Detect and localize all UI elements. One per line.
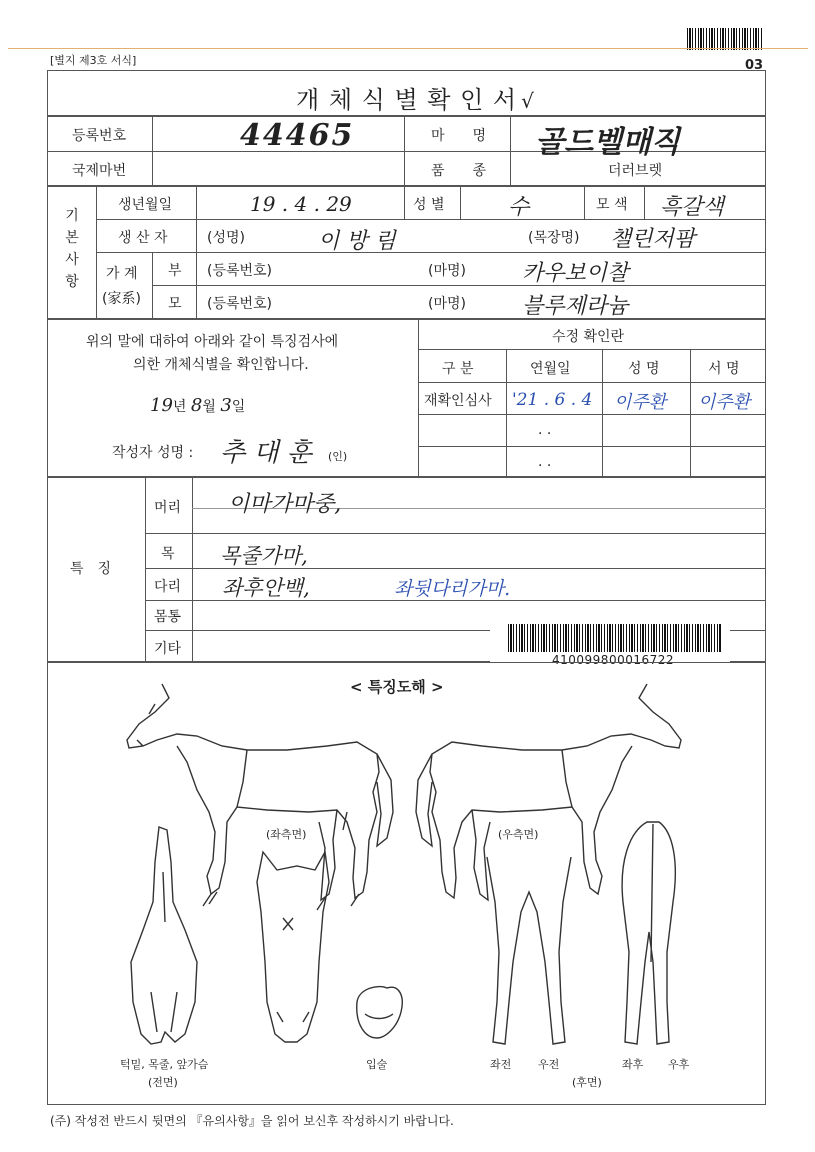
diagram-title: < 특징도해 >: [350, 678, 444, 696]
basic-section-text: 기본사항: [65, 208, 79, 290]
feat-v2: [192, 477, 193, 662]
basic-v-sex: [404, 186, 405, 219]
page-number: 03: [745, 58, 764, 73]
color-label: 모 색: [596, 197, 628, 213]
date-year-unit: 년: [172, 399, 187, 415]
top-barcode: [687, 28, 763, 50]
revision-title: 수정 확인란: [552, 329, 625, 345]
statement-line2: 의한 개체식별을 확인합니다.: [133, 357, 309, 373]
feature-neck-value: 목줄가마,: [220, 544, 308, 568]
producer-name-label: (성명): [207, 230, 245, 246]
intl-no-label: 국제마번: [72, 163, 127, 179]
horse-front-legs: [487, 857, 571, 1044]
dam-name-label: (마명): [428, 296, 466, 312]
form-title: [296, 80, 535, 115]
left-side-label: (좌측면): [266, 828, 307, 841]
horse-lip: [357, 987, 402, 1038]
rev-v2: [602, 349, 603, 477]
birth-label: 생년월일: [118, 197, 173, 213]
barcode-number: 410099800016722: [552, 653, 675, 667]
left-front-label: 좌전: [490, 1058, 512, 1071]
feat-v1: [145, 477, 146, 662]
lip-label: 입술: [366, 1058, 388, 1071]
statement-line1: 위의 말에 대하여 아래와 같이 특징검사에: [86, 334, 339, 350]
front-caption: 턱밑, 목줄, 앞가슴: [120, 1058, 209, 1071]
basic-h3: [152, 285, 766, 286]
reg-divider-v3: [510, 116, 511, 186]
date-day: 3: [220, 395, 232, 416]
rev-v1: [506, 349, 507, 477]
reg-divider-v2: [404, 116, 405, 186]
features-section-label: 특 징: [70, 561, 112, 577]
rev-h4: [418, 446, 766, 447]
date-month: 8: [190, 395, 203, 416]
breed-value: 더러브렛: [608, 163, 663, 179]
rev-row1-name: 이주환: [614, 392, 667, 413]
footer-note: (주) 작성전 반드시 뒷면의 『유의사항』을 읽어 보신후 작성하시기 바랍니다.: [50, 1114, 454, 1128]
sex-value: 수: [508, 195, 530, 220]
sire-label: 부: [168, 263, 182, 279]
sire-name-label: (마명): [428, 263, 466, 279]
front-label: (전면): [148, 1076, 178, 1089]
form-label: [별지 제3호 서식]: [50, 54, 137, 67]
horse-name-label: 마 명: [431, 128, 487, 144]
horse-front-neck: [131, 827, 197, 1044]
horse-right-side: [416, 684, 681, 900]
rev-row3-date: . .: [538, 454, 552, 470]
color-value: 흑갈색: [660, 195, 724, 220]
seal-mark: (인): [328, 450, 348, 463]
header-rule: [8, 48, 808, 49]
writer-value: 추 대 훈: [220, 438, 312, 468]
feature-head-value: 이마가마중,: [228, 492, 342, 517]
rev-row2-date: . .: [538, 422, 552, 438]
feature-head-label: 머리: [154, 500, 182, 516]
reg-no-value: 44465: [240, 118, 355, 153]
date-year: 19: [150, 395, 173, 416]
right-front-label: 우전: [538, 1058, 560, 1071]
reg-divider-v1: [152, 116, 153, 186]
feature-leg-label: 다리: [154, 579, 182, 595]
horse-left-side: [127, 684, 393, 910]
basic-v-color: [584, 186, 585, 219]
dam-value: 블루제라늄: [522, 294, 629, 319]
rear-label: (후면): [572, 1076, 602, 1089]
sex-label: 성 별: [413, 197, 445, 213]
horse-head-front: [257, 852, 329, 1042]
birth-value: 19 . 4 . 29: [250, 192, 352, 216]
lineage-label: 가 계: [106, 266, 138, 282]
dam-reg-label: (등록번호): [207, 296, 273, 312]
date-day-unit: 일: [231, 399, 246, 415]
rev-row1-type: 재확인심사: [424, 393, 492, 409]
rev-v3: [690, 349, 691, 477]
basic-v-lineage: [152, 252, 153, 319]
basic-v-label: [196, 186, 197, 319]
horse-name-value: 골드벨매직: [535, 125, 680, 160]
writer-label: 작성자 성명 :: [112, 445, 194, 461]
rev-header-name: 성 명: [628, 361, 660, 377]
confirm-date: [150, 395, 245, 416]
rev-header-date: 연월일: [530, 361, 571, 377]
barcode: [508, 624, 722, 652]
feature-other-label: 기타: [154, 641, 182, 657]
right-hind-label: 우후: [668, 1058, 690, 1071]
right-side-label: (우측면): [498, 828, 539, 841]
breed-label: 품 종: [431, 163, 487, 179]
sire-reg-label: (등록번호): [207, 263, 273, 279]
rev-header-type: 구 분: [442, 361, 474, 377]
reg-no-label: 등록번호: [72, 128, 127, 144]
ranch-value: 챌린저팜: [610, 227, 696, 252]
rev-row1-sign: 이주환: [698, 392, 751, 413]
feature-leg-value2: 좌뒷다리가마.: [394, 578, 511, 600]
producer-label: 생 산 자: [118, 230, 168, 246]
basic-v-sex2: [460, 186, 461, 219]
ranch-label: (목장명): [528, 230, 580, 246]
feat-h1: [145, 533, 766, 534]
left-hind-label: 좌후: [622, 1058, 644, 1071]
producer-name-value: 이 방 림: [318, 229, 396, 254]
rev-header-sign: 서 명: [708, 361, 740, 377]
check-mark: √: [521, 89, 535, 113]
date-month-unit: 월: [202, 399, 216, 415]
sire-value: 카우보이찰: [522, 261, 629, 286]
feature-neck-label: 목: [161, 546, 175, 562]
lineage-hanja: (家系): [102, 291, 141, 307]
rev-h3: [418, 414, 766, 415]
basic-v-color2: [644, 186, 645, 219]
rev-h1: [418, 349, 766, 350]
feature-body-label: 몸통: [154, 609, 182, 625]
confirm-divider: [418, 319, 419, 477]
form-title-text: 개 체 식 별 확 인 서: [296, 86, 518, 114]
feature-leg-value: 좌후안백,: [222, 576, 310, 600]
dam-label: 모: [168, 296, 182, 312]
basic-section-label: [64, 205, 80, 293]
rev-h2: [418, 382, 766, 383]
horse-diagram: [47, 662, 766, 1105]
rev-row1-date: '21 . 6 . 4: [512, 390, 593, 410]
horse-hind-legs: [622, 822, 675, 1044]
